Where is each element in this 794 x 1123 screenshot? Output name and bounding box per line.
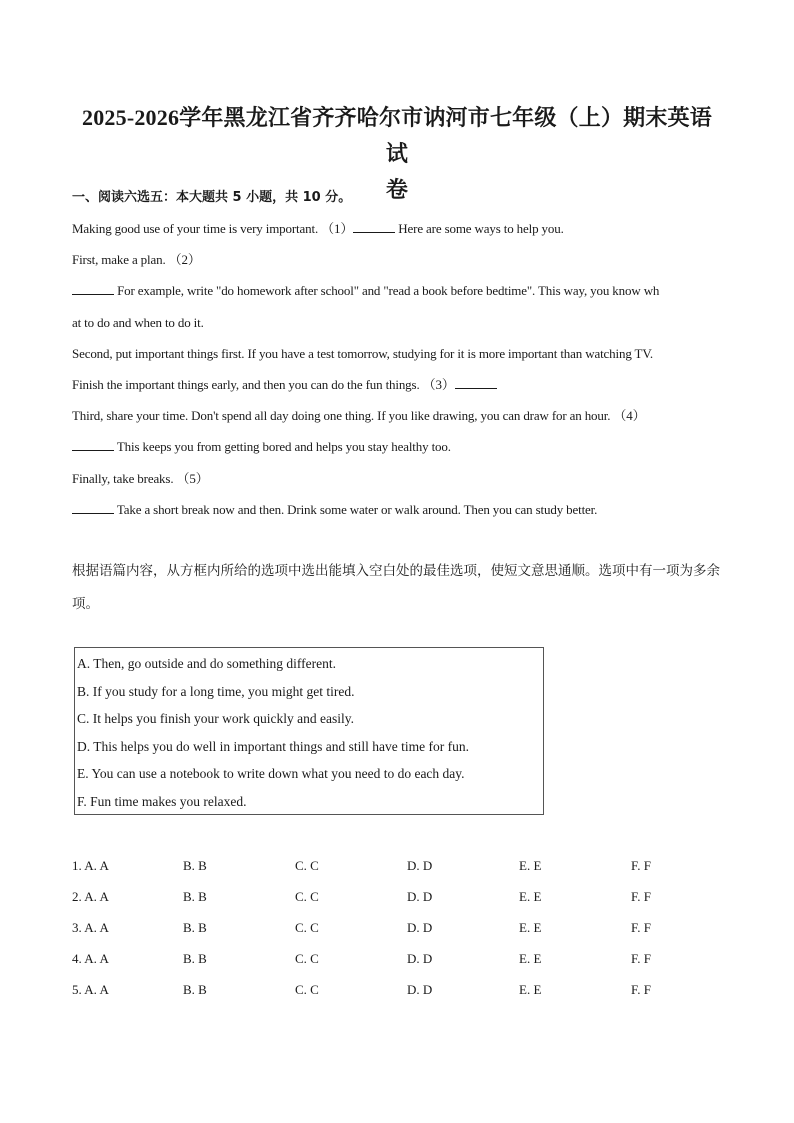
choice-f[interactable]: F. F (631, 858, 651, 873)
section-heading: 一、阅读六选五：本大题共 5 小题，共 10 分。 (72, 190, 352, 205)
answer-blank-2 (72, 280, 114, 295)
choice-e[interactable]: E. E (519, 858, 542, 873)
choice-a[interactable]: 5. A. A (72, 982, 109, 997)
question-row-2 (72, 881, 722, 912)
choice-e[interactable]: E. E (519, 982, 542, 997)
choice-a[interactable]: 1. A. A (72, 858, 109, 873)
passage-text: This keeps you from getting bored and helps you stay healthy too. (114, 439, 451, 455)
options-box (74, 647, 544, 815)
choice-d[interactable]: D. D (407, 889, 433, 904)
choice-a[interactable]: 4. A. A (72, 951, 109, 966)
choice-f[interactable]: F. F (631, 982, 651, 997)
choice-a[interactable]: 3. A. A (72, 920, 109, 935)
question-row-1 (72, 850, 722, 881)
answer-blank-5 (72, 499, 114, 514)
choice-f[interactable]: F. F (631, 920, 651, 935)
choice-d[interactable]: D. D (407, 858, 433, 873)
passage-line (72, 213, 722, 244)
reading-passage (72, 213, 722, 525)
option-d: D. This helps you do well in important things and still have time for fun. (77, 738, 469, 754)
option-f: F. Fun time makes you relaxed. (77, 793, 247, 809)
question-row-5 (72, 974, 722, 1005)
instruction-text: 根据语篇内容，从方框内所给的选项中选出能填入空白处的最佳选项，使短文意思通顺。选项中有一项为多余项。 (72, 563, 720, 612)
option-e: E. You can use a notebook to write down what you need to do each day. (77, 766, 465, 782)
answer-blank-1 (353, 218, 395, 233)
choice-b[interactable]: B. B (183, 951, 207, 966)
option-b: B. If you study for a long time, you might get tired. (77, 683, 355, 699)
passage-line (72, 431, 722, 462)
answer-blank-3 (455, 374, 497, 389)
answer-blank-4 (72, 436, 114, 451)
choice-b[interactable]: B. B (183, 982, 207, 997)
choice-e[interactable]: E. E (519, 889, 542, 904)
passage-text: Here are some ways to help you. (395, 221, 564, 236)
choice-b[interactable]: B. B (183, 858, 207, 873)
choice-c[interactable]: C. C (295, 889, 319, 904)
title-line-1: 2025-2026学年黑龙江省齐齐哈尔市讷河市七年级（上）期末英语试 (82, 105, 712, 166)
choice-c[interactable]: C. C (295, 982, 319, 997)
passage-text: Making good use of your time is very important. （1） (72, 221, 354, 236)
option-c: C. It helps you finish your work quickly and easily. (77, 711, 354, 727)
choice-e[interactable]: E. E (519, 920, 542, 935)
choice-e[interactable]: E. E (519, 951, 542, 966)
passage-text: Take a short break now and then. Drink some water or walk around. Then you can study better. (114, 501, 598, 517)
passage-line (72, 369, 722, 400)
choice-d[interactable]: D. D (407, 951, 433, 966)
passage-text: For example, write "do homework after school" and "read a book before bedtime". This way, you know wh (114, 283, 660, 299)
option-a: A. Then, go outside and do something different. (77, 656, 336, 671)
choice-d[interactable]: D. D (407, 920, 433, 935)
choice-b[interactable]: B. B (183, 920, 207, 935)
passage-line: Finally, take breaks. （5） (72, 470, 209, 486)
passage-line: at to do and when to do it. (72, 314, 204, 330)
title-line-2: 卷 (385, 177, 409, 202)
choice-c[interactable]: C. C (295, 951, 319, 966)
choice-b[interactable]: B. B (183, 889, 207, 904)
passage-text: Finish the important things early, and then you can do the fun things. （3） (72, 376, 455, 392)
answer-choices (72, 850, 722, 1005)
choice-a[interactable]: 2. A. A (72, 889, 109, 904)
passage-line (72, 494, 722, 525)
passage-line: First, make a plan. （2） (72, 252, 201, 268)
passage-line: Second, put important things first. If you have a test tomorrow, studying for it is more important than watching TV. (72, 345, 653, 361)
passage-line: Third, share your time. Don't spend all day doing one thing. If you like drawing, you can draw for an hour. （4） (72, 408, 646, 424)
question-row-4 (72, 943, 722, 974)
choice-f[interactable]: F. F (631, 951, 651, 966)
choice-c[interactable]: C. C (295, 858, 319, 873)
choice-f[interactable]: F. F (631, 889, 651, 904)
choice-c[interactable]: C. C (295, 920, 319, 935)
choice-d[interactable]: D. D (407, 982, 433, 997)
question-row-3 (72, 912, 722, 943)
passage-line (72, 275, 722, 306)
